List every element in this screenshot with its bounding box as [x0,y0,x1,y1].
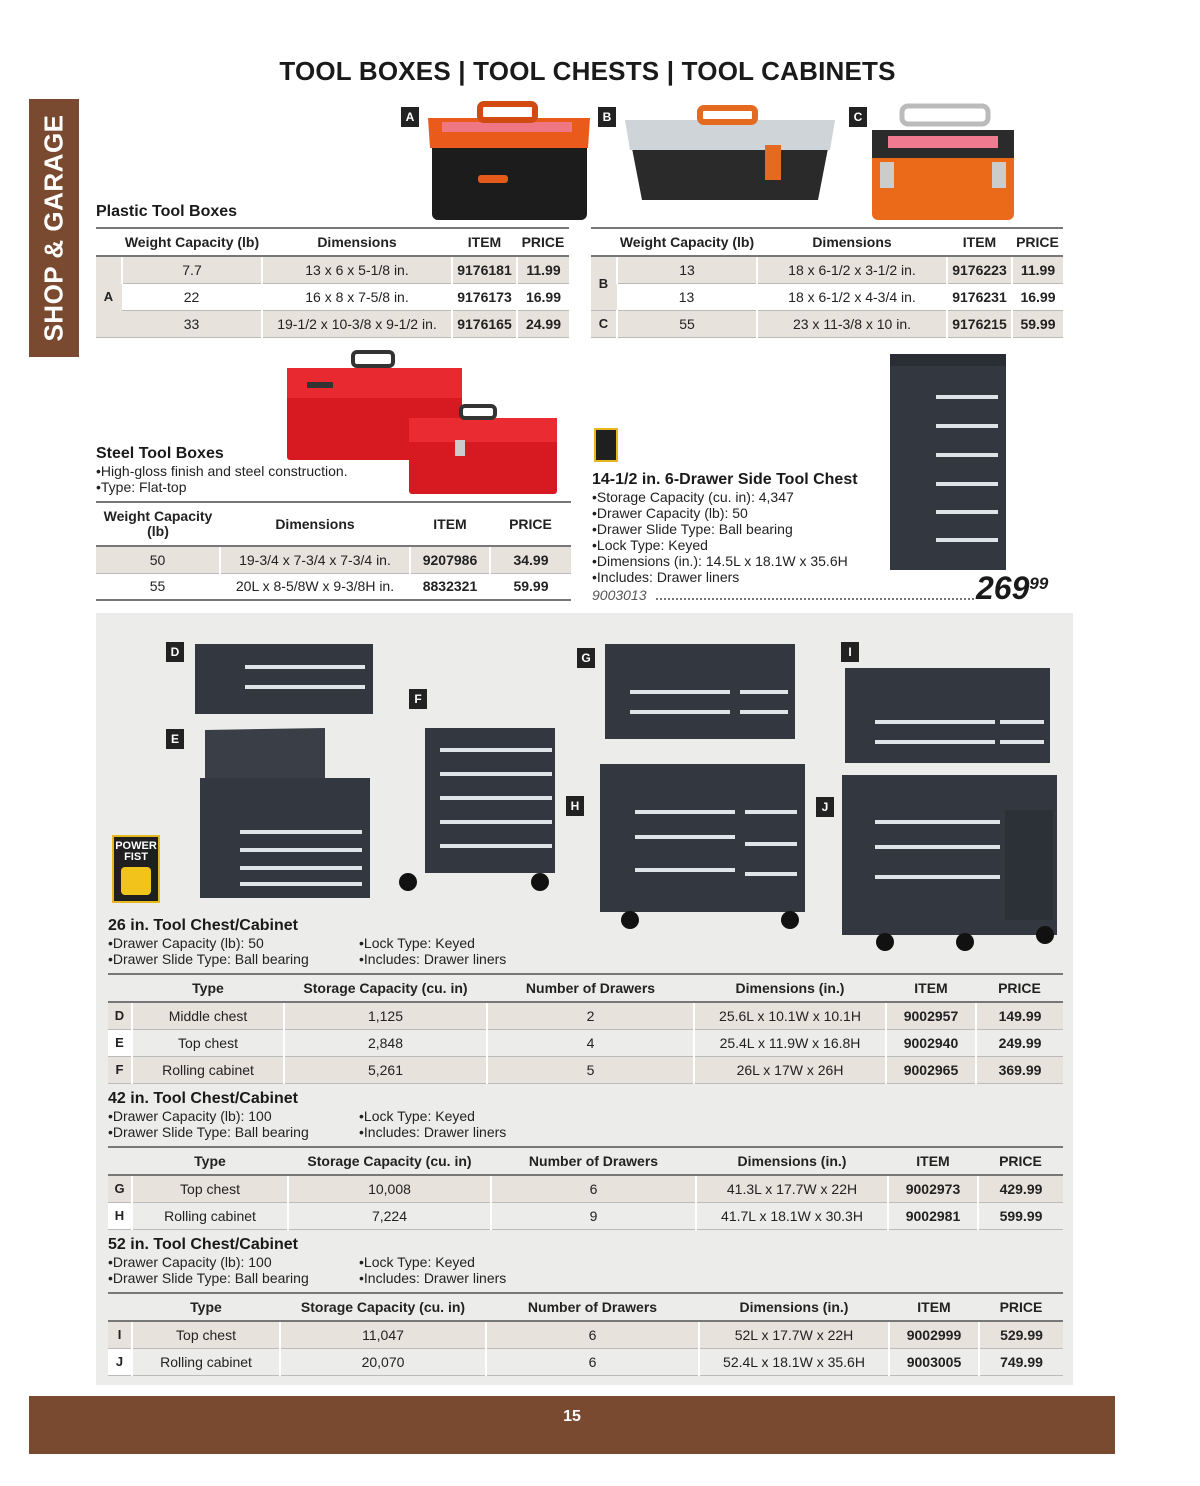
cell: Middle chest [132,1002,284,1029]
cell: Top chest [132,1321,280,1348]
table-row [108,1002,1063,1029]
c26-title: 26 in. Tool Chest/Cabinet [108,917,298,934]
cabinet-e-image [200,728,370,898]
cell: 16.99 [517,283,569,310]
plastic-table-left [96,227,569,338]
cell: 20,070 [280,1348,486,1375]
cabinet-images [100,620,1065,955]
letter-a: A [401,107,419,127]
c42-bullet: •Includes: Drawer liners [359,1124,507,1140]
col-dimensions: Dimensions [262,228,452,256]
col-price: PRICE [979,1293,1063,1321]
cell: 9176173 [452,283,517,310]
col-drawers: Number of Drawers [487,974,694,1002]
cell: 59.99 [1012,310,1063,337]
cell: 749.99 [979,1348,1063,1375]
col-item: ITEM [886,974,976,1002]
cell: Rolling cabinet [132,1202,288,1229]
side-chest-bullet: •Storage Capacity (cu. in): 4,347 [592,489,794,505]
cell: 41.7L x 18.1W x 30.3H [696,1202,888,1229]
cell: 9 [491,1202,696,1229]
cell: 9002965 [886,1056,976,1083]
letter-h: H [566,796,584,816]
logo-text: POWER FIST [115,840,157,863]
cell: 20L x 8-5/8W x 9-3/8H in. [220,573,410,600]
cell: 2,848 [284,1029,487,1056]
cell: 6 [486,1348,699,1375]
price-leader [656,598,974,600]
plastic-title: Plastic Tool Boxes [96,203,238,220]
cell: 52L x 17.7W x 22H [699,1321,889,1348]
c42-bullet: •Drawer Capacity (lb): 100 [108,1108,272,1124]
powerfist-logo [112,835,160,903]
c26-bullet: •Drawer Slide Type: Ball bearing [108,951,309,967]
c42-title: 42 in. Tool Chest/Cabinet [108,1090,298,1107]
cell: 369.99 [976,1056,1063,1083]
cell: 25.6L x 10.1W x 10.1H [694,1002,886,1029]
cell: 22 [122,283,262,310]
cell: Top chest [132,1175,288,1202]
col-capacity: Storage Capacity (cu. in) [284,974,487,1002]
cell: 26L x 17W x 26H [694,1056,886,1083]
c42-table [108,1146,1063,1230]
table-row [96,283,569,310]
col-price: PRICE [976,974,1063,1002]
cell: 9002999 [889,1321,979,1348]
cell: 9176181 [452,256,517,283]
col-price: PRICE [978,1147,1063,1175]
cell: 8832321 [410,573,490,600]
cabinet-f-image [399,728,555,891]
table-row [108,1348,1063,1375]
row-letter: B [591,256,617,310]
letter-e: E [166,729,184,749]
cell: 23 x 11-3/8 x 10 in. [757,310,947,337]
cell: 599.99 [978,1202,1063,1229]
cell: 33 [122,310,262,337]
side-chest-item: 9003013 [592,587,647,603]
cell: 2 [487,1002,694,1029]
cabinet-j-image [842,775,1057,951]
table-row [108,1056,1063,1083]
cell: 6 [491,1175,696,1202]
cabinet-i-image [845,668,1050,763]
row-letter: H [108,1202,132,1229]
table-row [591,283,1063,310]
col-weight: Weight Capacity (lb) [96,502,220,546]
cell: 9002957 [886,1002,976,1029]
col-weight: Weight Capacity (lb) [617,228,757,256]
cell: 9002973 [888,1175,978,1202]
c52-bullet: •Drawer Slide Type: Ball bearing [108,1270,309,1286]
cell: 13 x 6 x 5-1/8 in. [262,256,452,283]
row-letter: G [108,1175,132,1202]
table-row [96,256,569,283]
cell: 18 x 6-1/2 x 3-1/2 in. [757,256,947,283]
cell: 19-3/4 x 7-3/4 x 7-3/4 in. [220,546,410,573]
steel-bullet-2: •Type: Flat-top [96,479,187,495]
c26-bullet: •Includes: Drawer liners [359,951,507,967]
cell: 13 [617,256,757,283]
table-row [108,1202,1063,1229]
col-item: ITEM [452,228,517,256]
col-item: ITEM [947,228,1012,256]
side-chest-bullet: •Dimensions (in.): 14.5L x 18.1W x 35.6H [592,553,848,569]
table-row [96,546,571,573]
c26-bullet: •Lock Type: Keyed [359,935,475,951]
col-type: Type [132,1147,288,1175]
letter-j: J [816,797,834,817]
table-row [96,310,569,337]
cell: 249.99 [976,1029,1063,1056]
plastic-table-right [591,227,1063,338]
cell: 11.99 [1012,256,1063,283]
side-chest-image [888,350,1010,572]
toolbox-b-image [625,108,835,200]
letter-c: C [849,107,867,127]
cell: 6 [486,1321,699,1348]
letter-g: G [577,648,595,668]
cell: 7,224 [288,1202,491,1229]
fist-icon [121,867,151,895]
col-type: Type [132,1293,280,1321]
cell: 16 x 8 x 7-5/8 in. [262,283,452,310]
side-chest-bullet: •Includes: Drawer liners [592,569,740,585]
page-title: TOOL BOXES | TOOL CHESTS | TOOL CABINETS [279,56,896,86]
cell: 529.99 [979,1321,1063,1348]
row-letter: F [108,1056,132,1083]
cell: 50 [96,546,220,573]
col-dimensions: Dimensions [757,228,947,256]
cell: 5,261 [284,1056,487,1083]
cell: 11,047 [280,1321,486,1348]
cell: 19-1/2 x 10-3/8 x 9-1/2 in. [262,310,452,337]
table-row [591,256,1063,283]
cell: 52.4L x 18.1W x 35.6H [699,1348,889,1375]
c26-bullet: •Drawer Capacity (lb): 50 [108,935,264,951]
col-item: ITEM [410,502,490,546]
cell: 13 [617,283,757,310]
cell: 9002981 [888,1202,978,1229]
col-dimensions: Dimensions (in.) [694,974,886,1002]
row-letter: E [108,1029,132,1056]
cell: 10,008 [288,1175,491,1202]
cell: Rolling cabinet [132,1056,284,1083]
cell: 55 [617,310,757,337]
cell: 9207986 [410,546,490,573]
cell: 5 [487,1056,694,1083]
side-chest-price: $269^{99}$ [976,570,1049,606]
col-price: PRICE [517,228,569,256]
col-drawers: Number of Drawers [491,1147,696,1175]
cell: Rolling cabinet [132,1348,280,1375]
steel-table [96,501,571,601]
col-drawers: Number of Drawers [486,1293,699,1321]
cell: 4 [487,1029,694,1056]
steel-title: Steel Tool Boxes [96,445,224,462]
letter-i: I [841,642,859,662]
col-dimensions: Dimensions [220,502,410,546]
cell: 9002940 [886,1029,976,1056]
row-letter: C [591,310,617,337]
col-item: ITEM [889,1293,979,1321]
cell: 429.99 [978,1175,1063,1202]
cell: 7.7 [122,256,262,283]
toolbox-a-image [428,104,590,220]
row-letter: D [108,1002,132,1029]
cell: 9176223 [947,256,1012,283]
cell: 9176165 [452,310,517,337]
col-dimensions: Dimensions (in.) [696,1147,888,1175]
side-tab-label: SHOP & GARAGE [38,114,69,342]
side-chest-bullet: •Lock Type: Keyed [592,537,708,553]
c52-bullet: •Drawer Capacity (lb): 100 [108,1254,272,1270]
cell: 59.99 [490,573,571,600]
table-row [108,1175,1063,1202]
cell: 1,125 [284,1002,487,1029]
col-type: Type [132,974,284,1002]
cabinet-d-image [195,644,373,714]
cell: 55 [96,573,220,600]
row-letter: I [108,1321,132,1348]
col-dimensions: Dimensions (in.) [699,1293,889,1321]
toolbox-c-image [872,106,1014,220]
col-weight: Weight Capacity (lb) [122,228,262,256]
cell: 9176215 [947,310,1012,337]
cell: 149.99 [976,1002,1063,1029]
col-item: ITEM [888,1147,978,1175]
row-letter: A [96,256,122,337]
cell: 34.99 [490,546,571,573]
c52-table [108,1292,1063,1376]
cell: 16.99 [1012,283,1063,310]
letter-f: F [409,689,427,709]
table-row [591,310,1063,337]
plastic-toolbox-images [420,100,1060,225]
c26-table [108,973,1063,1084]
col-capacity: Storage Capacity (cu. in) [288,1147,491,1175]
side-chest-bullet: •Drawer Slide Type: Ball bearing [592,521,793,537]
side-tab [29,99,79,357]
side-chest-bullet: •Drawer Capacity (lb): 50 [592,505,748,521]
cell: 41.3L x 17.7W x 22H [696,1175,888,1202]
table-row [108,1029,1063,1056]
c52-bullet: •Lock Type: Keyed [359,1254,475,1270]
cell: 24.99 [517,310,569,337]
letter-b: B [598,107,616,127]
letter-d: D [166,642,184,662]
table-row [96,573,571,600]
cell: 11.99 [517,256,569,283]
row-letter: J [108,1348,132,1375]
footer-page-number: 15 [29,1396,1115,1454]
brand-logo-icon [594,428,618,462]
cell: 9003005 [889,1348,979,1375]
c52-bullet: •Includes: Drawer liners [359,1270,507,1286]
c42-bullet: •Lock Type: Keyed [359,1108,475,1124]
steel-bullet-1: •High-gloss finish and steel construction. [96,463,348,479]
cabinet-g-image [605,644,795,739]
col-capacity: Storage Capacity (cu. in) [280,1293,486,1321]
cell: 18 x 6-1/2 x 4-3/4 in. [757,283,947,310]
table-row [108,1321,1063,1348]
cell: 25.4L x 11.9W x 16.8H [694,1029,886,1056]
cabinet-h-image [600,764,805,929]
cell: Top chest [132,1029,284,1056]
c42-bullet: •Drawer Slide Type: Ball bearing [108,1124,309,1140]
cell: 9176231 [947,283,1012,310]
c52-title: 52 in. Tool Chest/Cabinet [108,1236,298,1253]
col-price: PRICE [1012,228,1063,256]
side-chest-title: 14-1/2 in. 6-Drawer Side Tool Chest [592,471,858,488]
col-price: PRICE [490,502,571,546]
